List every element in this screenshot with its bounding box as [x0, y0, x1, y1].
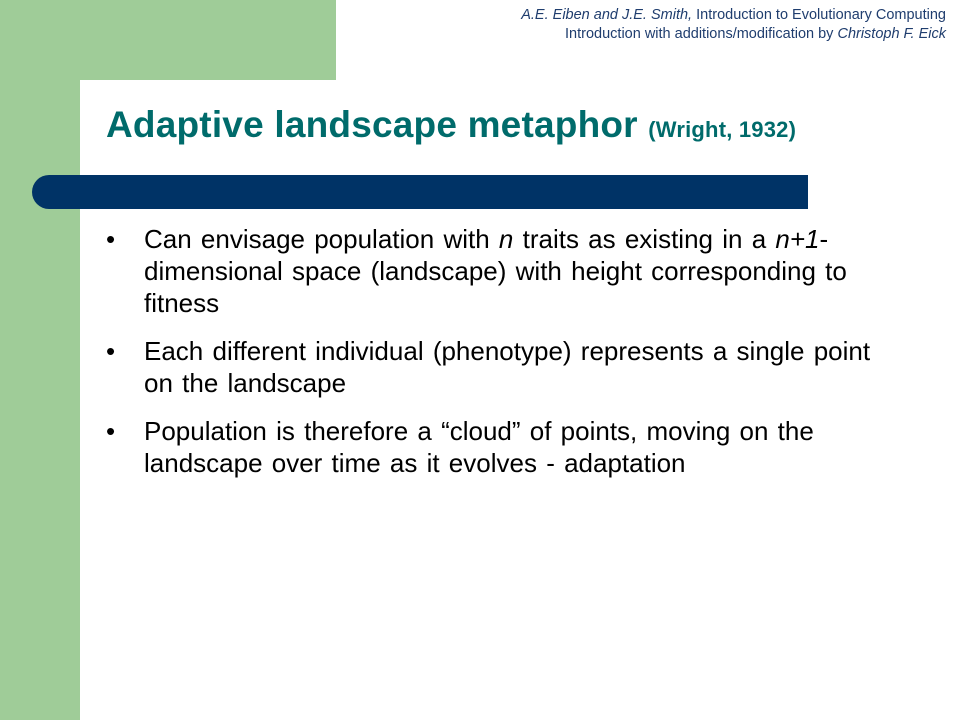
top-green-tab [80, 0, 336, 80]
bullet-marker: • [106, 336, 116, 366]
credit-line-1 [521, 6, 946, 25]
bullet-text-run: -dimensional space (landscape) with height corresponding to fitness [144, 224, 847, 318]
bullet-text [144, 224, 847, 318]
bullet-text-run: Can envisage population with [144, 224, 499, 254]
bullet-text-run: Population is therefore a “cloud” of points, moving on the landscape over time as it evolves - adaptation [144, 416, 814, 478]
bullet-marker: • [106, 224, 116, 254]
bullet-item [106, 335, 906, 399]
bullet-text-run: traits as existing in a [513, 224, 776, 254]
bullet-text [144, 416, 814, 478]
slide-title-citation: (Wright, 1932) [648, 117, 797, 142]
bullet-marker: • [106, 416, 116, 446]
slide-title-main: Adaptive landscape metaphor [106, 104, 649, 145]
credit-modification-note: Introduction with additions/modification by [565, 26, 838, 42]
left-green-bar [0, 0, 80, 720]
credit-book-title: Introduction to Evolutionary Computing [692, 7, 946, 23]
slide-credit [521, 6, 946, 44]
bullet-italic-term: n+1 [775, 224, 820, 254]
credit-authors: A.E. Eiben and J.E. Smith, [521, 7, 693, 23]
bullet-item [106, 415, 906, 479]
slide-title [106, 104, 796, 146]
bullet-text [144, 336, 870, 398]
bullet-item [106, 223, 906, 319]
bullet-text-run: Each different individual (phenotype) represents a single point on the landscape [144, 336, 871, 398]
bullet-italic-term: n [498, 224, 514, 254]
bullet-list [106, 223, 906, 495]
title-divider-bar [32, 175, 808, 209]
credit-modifier: Christoph F. Eick [837, 26, 946, 42]
credit-line-2 [521, 25, 946, 44]
